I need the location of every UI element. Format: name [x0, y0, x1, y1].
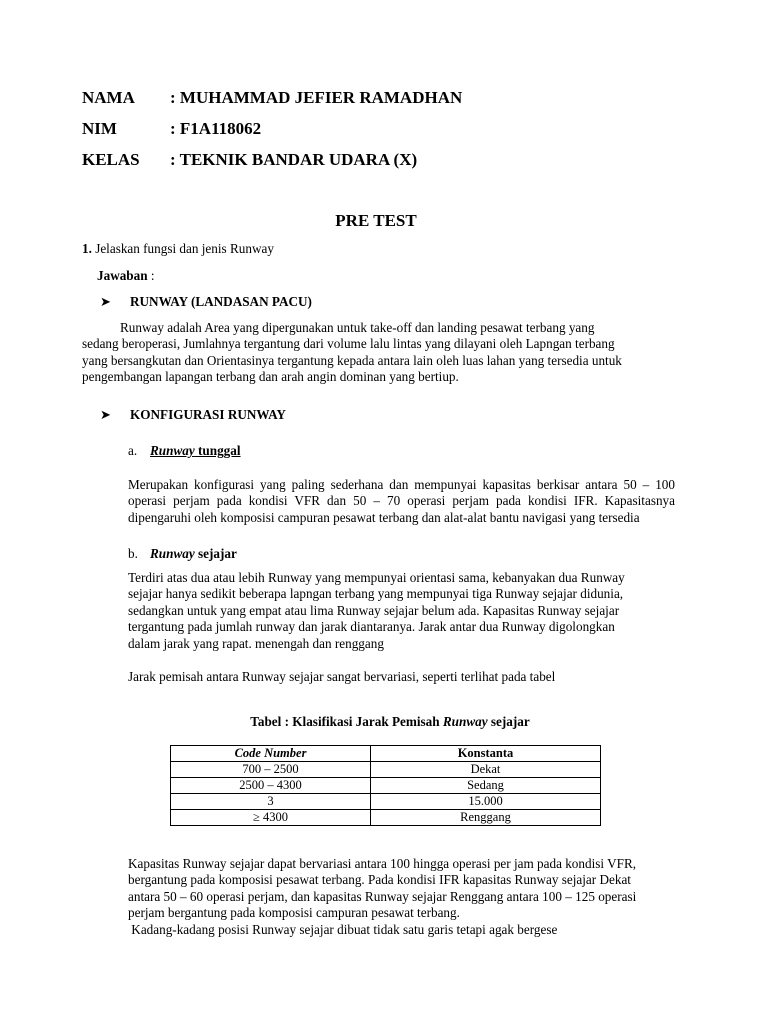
kapasitas-paragraph: [128, 856, 678, 938]
paragraph-line: yang bersangkutan dan Orientasinya tergantung kepada antara lain oleh luas lahan yang tersedia untuk: [82, 352, 622, 368]
paragraph-line: Merupakan konfigurasi yang paling sederhana dan mempunyai kapasitas berkisar antara 50 – 100: [128, 477, 675, 492]
paragraph-line: tergantung pada jumlah runway dan jarak diantaranya. Jarak antar dua Runway digolongkan: [128, 619, 615, 635]
subsection-b-letter: b.: [128, 546, 138, 561]
paragraph-line: operasi perjam pada kondisi VFR dan 50 – 70 operasi perjam pada kondisi IFR. Kapasitasnya: [128, 493, 675, 509]
runway-tunggal-paragraph: [128, 477, 675, 526]
table-caption: Tabel : Klasifikasi Jarak Pemisah Runway sejajar: [250, 714, 530, 729]
arrow-bullet-icon: ➤: [100, 407, 111, 422]
table-cell: ≥ 4300: [171, 810, 371, 826]
table-header-row: [171, 746, 601, 762]
table-intro: Jarak pemisah antara Runway sejajar sangat bervariasi, seperti terlihat pada tabel: [128, 669, 556, 684]
name-label: NAMA: [82, 88, 135, 107]
name-row: [0, 88, 768, 110]
runway-sejajar-paragraph: [128, 570, 668, 652]
table-cell: Renggang: [371, 810, 601, 826]
subsection-b-title: Runway sejajar: [150, 546, 237, 561]
kelas-label: KELAS: [82, 150, 140, 169]
table-cell: 15.000: [371, 794, 601, 810]
paragraph-line: Kadang-kadang posisi Runway sejajar dibuat tidak satu garis tetapi agak bergese: [128, 921, 558, 937]
arrow-bullet-icon: ➤: [100, 294, 111, 309]
paragraph-line: Terdiri atas dua atau lebih Runway yang mempunyai orientasi sama, kebanyakan dua Runway: [128, 570, 625, 585]
table-cell: Sedang: [371, 778, 601, 794]
answer-label: [97, 268, 155, 284]
page-title: PRE TEST: [335, 211, 417, 230]
kelas-value: : TEKNIK BANDAR UDARA (X): [170, 150, 418, 169]
table-row: [171, 762, 601, 778]
subsection-a-title: Runway tunggal: [150, 443, 241, 458]
subsection-a-heading: [128, 443, 241, 459]
column-header-konstanta: Konstanta: [371, 746, 601, 762]
paragraph-line: bergantung pada komposisi pesawat terbang. Pada kondisi IFR kapasitas Runway sejajar Dekat: [128, 872, 631, 888]
runway-definition-paragraph: [82, 320, 679, 386]
question-text: Jelaskan fungsi dan jenis Runway: [91, 241, 274, 256]
column-header-code-number: Code Number: [171, 746, 371, 762]
section-runway-heading: [100, 294, 312, 310]
table-row: [171, 794, 601, 810]
table-cell: 2500 – 4300: [171, 778, 371, 794]
paragraph-line: sedang beroperasi, Jumlahnya tergantung dari volume lalu lintas yang dilayani oleh Lapngan terbang: [82, 336, 615, 352]
paragraph-line: dalam jarak yang rapat. menengah dan renggang: [128, 635, 384, 651]
name-value: : MUHAMMAD JEFIER RAMADHAN: [170, 88, 463, 107]
paragraph-line: sejajar hanya sedikit beberapa lapngan terbang yang mempunyai tiga Runway sejajar didunia,: [128, 586, 624, 602]
section-konfigurasi-title: KONFIGURASI RUNWAY: [130, 407, 286, 422]
paragraph-line: perjam bergantung pada komposisi campuran pesawat terbang.: [128, 905, 460, 921]
kelas-row: [0, 150, 768, 172]
paragraph-line: antara 50 – 60 operasi perjam, dan kapasitas Runway sejajar Renggang antara 100 – 125 operasi: [128, 888, 637, 904]
table-cell: Dekat: [371, 762, 601, 778]
section-runway-title: RUNWAY (LANDASAN PACU): [130, 294, 312, 309]
table-cell: 700 – 2500: [171, 762, 371, 778]
nim-value: : F1A118062: [170, 119, 262, 138]
paragraph-line: Kapasitas Runway sejajar dapat bervariasi antara 100 hingga operasi per jam pada kondisi VFR,: [128, 856, 637, 871]
runway-spacing-table: [170, 745, 601, 826]
nim-row: [0, 119, 768, 141]
table-row: [171, 810, 601, 826]
question: [82, 241, 274, 257]
paragraph-line: Runway adalah Area yang dipergunakan untuk take-off dan landing pesawat terbang yang: [120, 320, 595, 335]
subsection-a-letter: a.: [128, 443, 138, 458]
table-cell: 3: [171, 794, 371, 810]
section-konfigurasi-heading: [100, 407, 286, 423]
paragraph-line: dipengaruhi oleh komposisi campuran pesawat terbang dan alat-alat bantu navigasi yang tersedia: [128, 509, 640, 525]
paragraph-line: sedangkan untuk yang empat atau lima Runway sejajar belum ada. Kapasitas Runway sejajar: [128, 602, 620, 618]
question-number: 1.: [82, 241, 92, 256]
paragraph-line: pengembangan lapangan terbang dan arah angin dominan yang bertiup.: [82, 369, 459, 385]
subsection-b-heading: [128, 546, 237, 562]
table-row: [171, 778, 601, 794]
answer-label-text: Jawaban: [97, 268, 148, 283]
answer-colon: :: [147, 268, 155, 283]
nim-label: NIM: [82, 119, 117, 138]
